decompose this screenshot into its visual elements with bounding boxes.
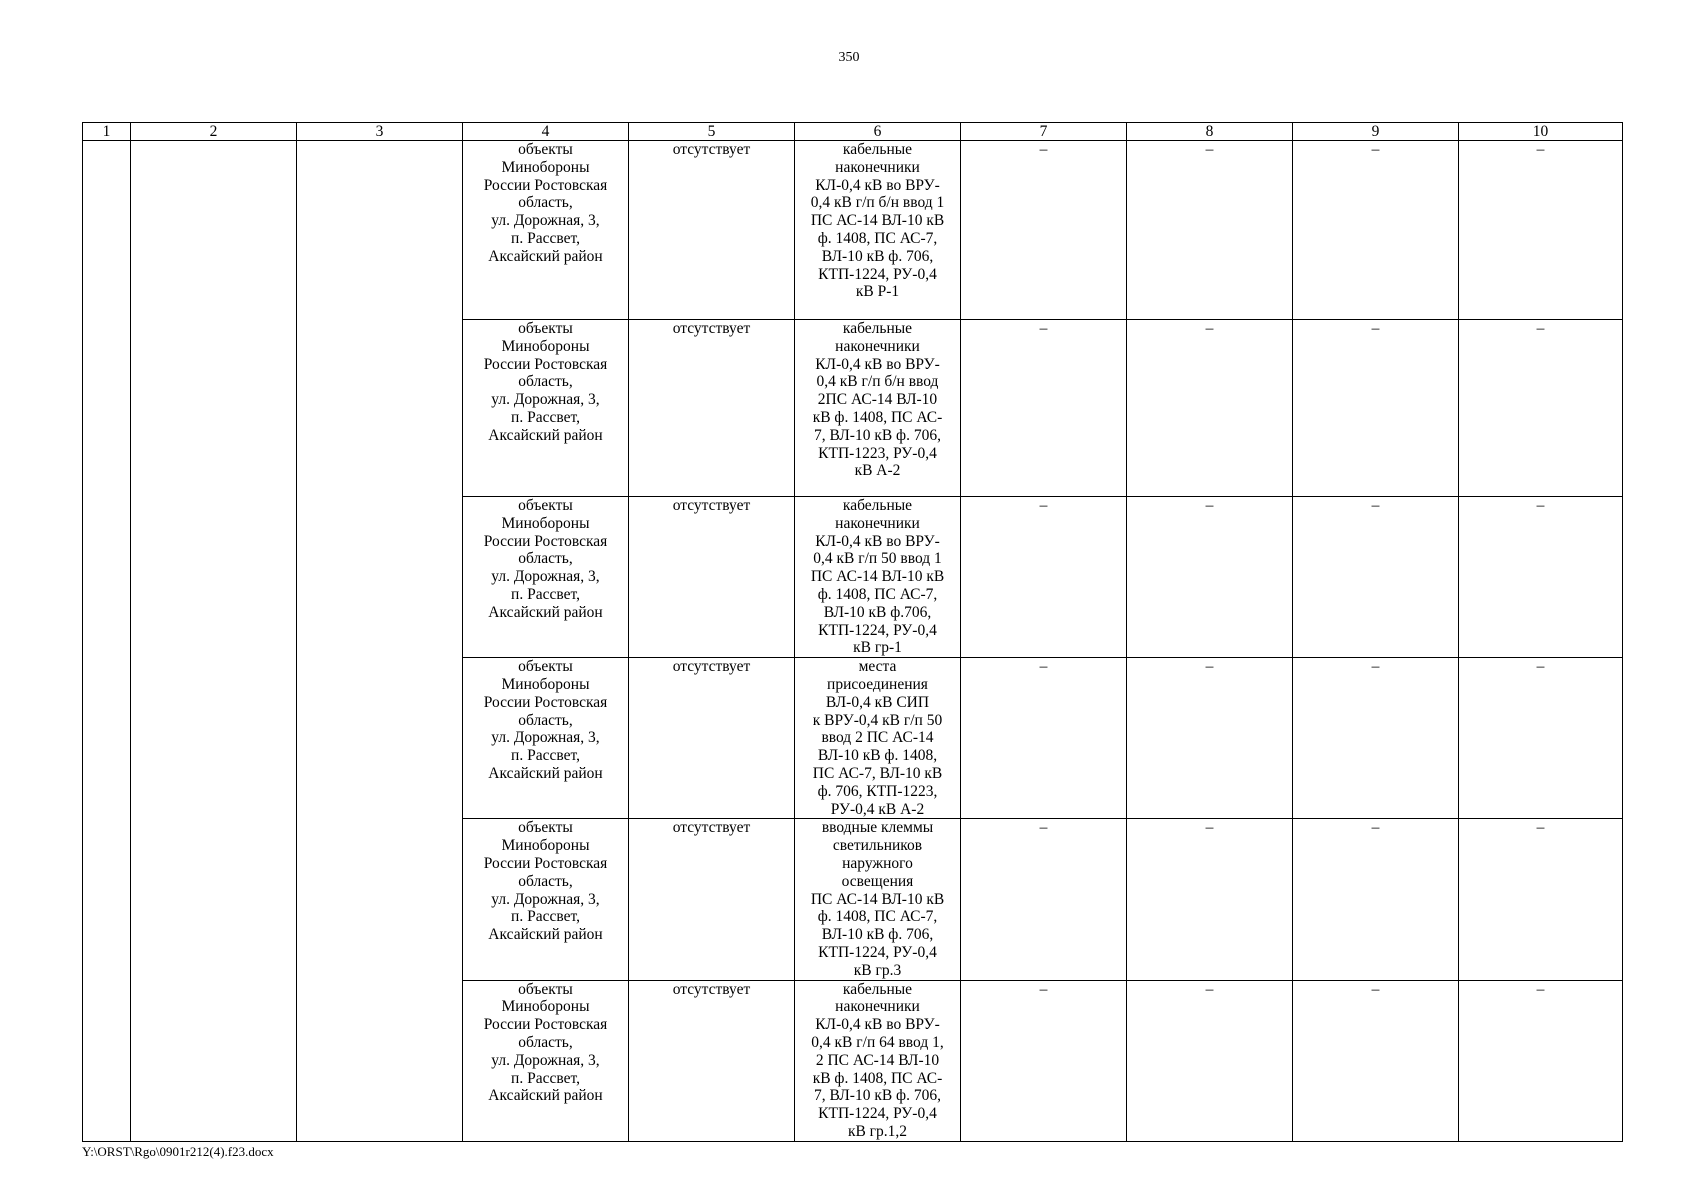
table-row bbox=[83, 141, 1623, 320]
cell-col1 bbox=[83, 141, 131, 320]
cell-col9: – bbox=[1293, 320, 1459, 497]
cell-col10: – bbox=[1459, 497, 1623, 658]
cell-col7: – bbox=[961, 819, 1127, 980]
cell-col3 bbox=[297, 658, 463, 819]
cell-col1 bbox=[83, 658, 131, 819]
cell-col3 bbox=[297, 980, 463, 1141]
cell-col8: – bbox=[1127, 497, 1293, 658]
cell-col2 bbox=[131, 320, 297, 497]
table-row bbox=[83, 980, 1623, 1141]
cell-col9: – bbox=[1293, 141, 1459, 320]
cell-status: отсутствует bbox=[629, 320, 795, 497]
cell-col9: – bbox=[1293, 819, 1459, 980]
cell-col8: – bbox=[1127, 658, 1293, 819]
cell-col8: – bbox=[1127, 980, 1293, 1141]
cell-location: кабельные наконечники КЛ-0,4 кВ во ВРУ- 0,4 кВ г/п 50 ввод 1 ПС АС-14 ВЛ-10 кВ ф. 1408, ПС АС-7, ВЛ-10 кВ ф.706, КТП-1224, РУ-0,4 кВ гр-1 bbox=[795, 497, 961, 658]
cell-col1 bbox=[83, 819, 131, 980]
cell-location: кабельные наконечники КЛ-0,4 кВ во ВРУ- 0,4 кВ г/п б/н ввод 1 ПС АС-14 ВЛ-10 кВ ф. 1408, ПС АС-7, ВЛ-10 кВ ф. 706, КТП-1224, РУ-0,4 кВ Р-1 bbox=[795, 141, 961, 320]
table-row bbox=[83, 819, 1623, 980]
cell-col2 bbox=[131, 819, 297, 980]
footer-file-path: Y:\ORST\Rgo\0901r212(4).f23.docx bbox=[82, 1144, 274, 1159]
cell-object: объекты Минобороны России Ростовская область, ул. Дорожная, 3, п. Рассвет, Аксайский район bbox=[463, 819, 629, 980]
cell-col9: – bbox=[1293, 980, 1459, 1141]
cell-object: объекты Минобороны России Ростовская область, ул. Дорожная, 3, п. Рассвет, Аксайский район bbox=[463, 320, 629, 497]
cell-col3 bbox=[297, 819, 463, 980]
cell-col10: – bbox=[1459, 141, 1623, 320]
cell-status: отсутствует bbox=[629, 497, 795, 658]
table-row bbox=[83, 320, 1623, 497]
cell-col7: – bbox=[961, 980, 1127, 1141]
cell-col2 bbox=[131, 141, 297, 320]
cell-col3 bbox=[297, 497, 463, 658]
cell-status: отсутствует bbox=[629, 141, 795, 320]
table-row bbox=[83, 497, 1623, 658]
cell-col10: – bbox=[1459, 320, 1623, 497]
cell-col1 bbox=[83, 497, 131, 658]
column-header-5: 5 bbox=[629, 123, 795, 141]
cell-col8: – bbox=[1127, 320, 1293, 497]
cell-col10: – bbox=[1459, 980, 1623, 1141]
cell-object: объекты Минобороны России Ростовская область, ул. Дорожная, 3, п. Рассвет, Аксайский район bbox=[463, 497, 629, 658]
column-header-10: 10 bbox=[1459, 123, 1623, 141]
cell-col7: – bbox=[961, 320, 1127, 497]
table-header-row bbox=[83, 123, 1623, 141]
cell-status: отсутствует bbox=[629, 819, 795, 980]
column-header-8: 8 bbox=[1127, 123, 1293, 141]
page-number: 350 bbox=[838, 50, 860, 65]
cell-location: вводные клеммы светильников наружного освещения ПС АС-14 ВЛ-10 кВ ф. 1408, ПС АС-7, ВЛ-10 кВ ф. 706, КТП-1224, РУ-0,4 кВ гр.3 bbox=[795, 819, 961, 980]
cell-col9: – bbox=[1293, 497, 1459, 658]
cell-status: отсутствует bbox=[629, 658, 795, 819]
cell-col7: – bbox=[961, 497, 1127, 658]
cell-status: отсутствует bbox=[629, 980, 795, 1141]
cell-col2 bbox=[131, 980, 297, 1141]
cell-location: места присоединения ВЛ-0,4 кВ СИП к ВРУ-0,4 кВ г/п 50 ввод 2 ПС АС-14 ВЛ-10 кВ ф. 1408, ПС АС-7, ВЛ-10 кВ ф. 706, КТП-1223, РУ-0,4 кВ А-2 bbox=[795, 658, 961, 819]
column-header-4: 4 bbox=[463, 123, 629, 141]
cell-col2 bbox=[131, 497, 297, 658]
cell-col7: – bbox=[961, 141, 1127, 320]
data-table bbox=[82, 122, 1623, 1142]
cell-col1 bbox=[83, 320, 131, 497]
table-row bbox=[83, 658, 1623, 819]
cell-object: объекты Минобороны России Ростовская область, ул. Дорожная, 3, п. Рассвет, Аксайский район bbox=[463, 141, 629, 320]
cell-location: кабельные наконечники КЛ-0,4 кВ во ВРУ- 0,4 кВ г/п б/н ввод 2ПС АС-14 ВЛ-10 кВ ф. 1408, ПС АС- 7, ВЛ-10 кВ ф. 706, КТП-1223, РУ-0,4 кВ А-2 bbox=[795, 320, 961, 497]
column-header-2: 2 bbox=[131, 123, 297, 141]
cell-col1 bbox=[83, 980, 131, 1141]
column-header-7: 7 bbox=[961, 123, 1127, 141]
cell-col10: – bbox=[1459, 819, 1623, 980]
cell-object: объекты Минобороны России Ростовская область, ул. Дорожная, 3, п. Рассвет, Аксайский район bbox=[463, 658, 629, 819]
cell-location: кабельные наконечники КЛ-0,4 кВ во ВРУ- 0,4 кВ г/п 64 ввод 1, 2 ПС АС-14 ВЛ-10 кВ ф. 1408, ПС АС- 7, ВЛ-10 кВ ф. 706, КТП-1224, РУ-0,4 кВ гр.1,2 bbox=[795, 980, 961, 1141]
cell-col7: – bbox=[961, 658, 1127, 819]
cell-col2 bbox=[131, 658, 297, 819]
cell-col8: – bbox=[1127, 141, 1293, 320]
cell-col10: – bbox=[1459, 658, 1623, 819]
cell-object: объекты Минобороны России Ростовская область, ул. Дорожная, 3, п. Рассвет, Аксайский район bbox=[463, 980, 629, 1141]
cell-col8: – bbox=[1127, 819, 1293, 980]
cell-col3 bbox=[297, 141, 463, 320]
column-header-1: 1 bbox=[83, 123, 131, 141]
column-header-3: 3 bbox=[297, 123, 463, 141]
cell-col3 bbox=[297, 320, 463, 497]
column-header-6: 6 bbox=[795, 123, 961, 141]
cell-col9: – bbox=[1293, 658, 1459, 819]
column-header-9: 9 bbox=[1293, 123, 1459, 141]
